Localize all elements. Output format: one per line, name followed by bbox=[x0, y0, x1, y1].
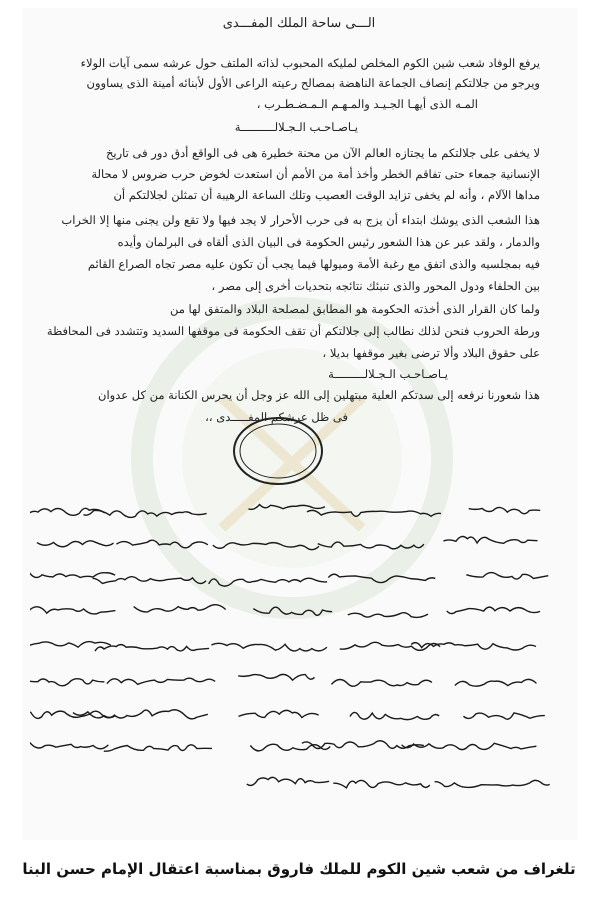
signature bbox=[318, 542, 424, 549]
body-line: ورطة الحروب فنحن لذلك نطالب إلى جلالتكم أن تقف الحكومة فى موقفها السديد وتتشدد فى المحافظة bbox=[46, 324, 540, 338]
signature bbox=[411, 643, 536, 650]
signature bbox=[253, 607, 332, 615]
signatures-area bbox=[30, 490, 570, 810]
closing-line: فى ظل عرشكم المفـــــدى ،، bbox=[205, 410, 348, 424]
body-line: والدمار ، ولقد عبر عن هذا الشعور رئيس الحكومة فى البيان الذى ألقاه فى البرلمان وأيده bbox=[117, 235, 540, 249]
signature bbox=[331, 680, 431, 687]
signature bbox=[435, 780, 550, 787]
body-line: بين الحلفاء ودول المحور والذى تنبئك نتائجه بتحديات أخرى إلى مصر ، bbox=[211, 279, 540, 293]
signature bbox=[95, 645, 209, 652]
body-line: هذا شعورنا نرفعه إلى سدتكم العلية مبتهلين إلى الله عز وجل أن يحرس الكنانة من كل عدوان bbox=[98, 388, 540, 402]
signature bbox=[30, 508, 105, 515]
signature bbox=[93, 577, 207, 584]
signature bbox=[469, 507, 540, 513]
body-line: يرفع الوفاد شعب شين الكوم المخلص لمليكه المحبوب لذاته الملتف حول عرشه سمى آيات الولاء bbox=[80, 56, 540, 70]
body-line: لا يخفى على جلالتكم ما يجتازه العالم الآن من محنة خطيرة هى فى الواقع أدق دور فى تاريخ bbox=[105, 146, 540, 160]
signature bbox=[30, 679, 104, 686]
signature bbox=[250, 744, 330, 751]
signature bbox=[455, 679, 537, 686]
signature bbox=[402, 743, 537, 749]
letter-title: الـــى ساحة الملك المفـــدى bbox=[222, 16, 376, 31]
signature bbox=[30, 573, 115, 578]
salutation: يـاصـاحـب الـجـلالـــــــــة bbox=[328, 367, 448, 381]
signature bbox=[447, 607, 540, 614]
signature bbox=[104, 745, 212, 751]
body-line: هذا الشعب الذى يوشك ابتداء أن يزج به فى حرب الأحرار لا يجد فيها ولا تقع ولن يجنى منها إلا الخراب bbox=[61, 213, 540, 227]
signature bbox=[307, 510, 441, 516]
signature bbox=[443, 536, 537, 543]
signature bbox=[107, 678, 215, 684]
body-line: فيه بمجلسيه والذى اتفق مع رغبة الأمة وميولها فيما يجب أن تكون عليه مصر تجاه الصراع القائم bbox=[87, 257, 540, 271]
signature bbox=[466, 573, 548, 579]
body-line: الإنسانية جمعاء حتى تفاقم الخطر وأخذ أمة من الأمم أن استعدت لخوض حرب ضروس لا محالة bbox=[91, 167, 540, 181]
signature bbox=[30, 742, 108, 748]
signature bbox=[348, 613, 428, 618]
signature bbox=[116, 540, 207, 548]
body-line: ولما كان القرار الذى أخذته الحكومة هو المطابق لمصلحة البلاد والمتفق لها من bbox=[169, 302, 540, 316]
signature bbox=[350, 712, 439, 719]
body-line: ويرجو من جلالتكم إنصاف الجماعة الناهضة بمصالح رعيته الراعى الأول لأبنائه أمينة الذى يساوون bbox=[86, 76, 540, 90]
signature bbox=[340, 642, 440, 650]
signature bbox=[209, 578, 327, 586]
image-caption: تلغراف من شعب شين الكوم للملك فاروق بمناسبة اعتقال الإمام حسن البنا bbox=[22, 860, 576, 878]
body-line: على حقوق البلاد وألا ترضى بغير موقفها بديلا ، bbox=[322, 346, 540, 360]
signature bbox=[248, 505, 325, 510]
signature bbox=[463, 713, 544, 719]
body-line: المـه الذى أيهـا الجـيـد والمـهـم الـمـضـطـرب ، bbox=[256, 97, 478, 111]
body-line: مداها الآلام ، وأنه لم يخفى تزايد الوقت العصيب وتلك الساعة الرهيبة أن تمثلن لجلالتكم أن bbox=[113, 188, 540, 202]
signature bbox=[328, 574, 435, 582]
signature bbox=[238, 710, 318, 717]
signature bbox=[213, 543, 319, 550]
signature bbox=[37, 541, 114, 547]
salutation: يـاصـاحـب الـجـلالــــــــــة bbox=[234, 120, 358, 134]
signature bbox=[333, 780, 430, 787]
signature bbox=[247, 777, 329, 785]
signature bbox=[30, 607, 115, 614]
signature bbox=[134, 605, 226, 612]
signature bbox=[238, 674, 314, 680]
signature bbox=[211, 643, 327, 651]
organization-seal bbox=[232, 416, 324, 486]
